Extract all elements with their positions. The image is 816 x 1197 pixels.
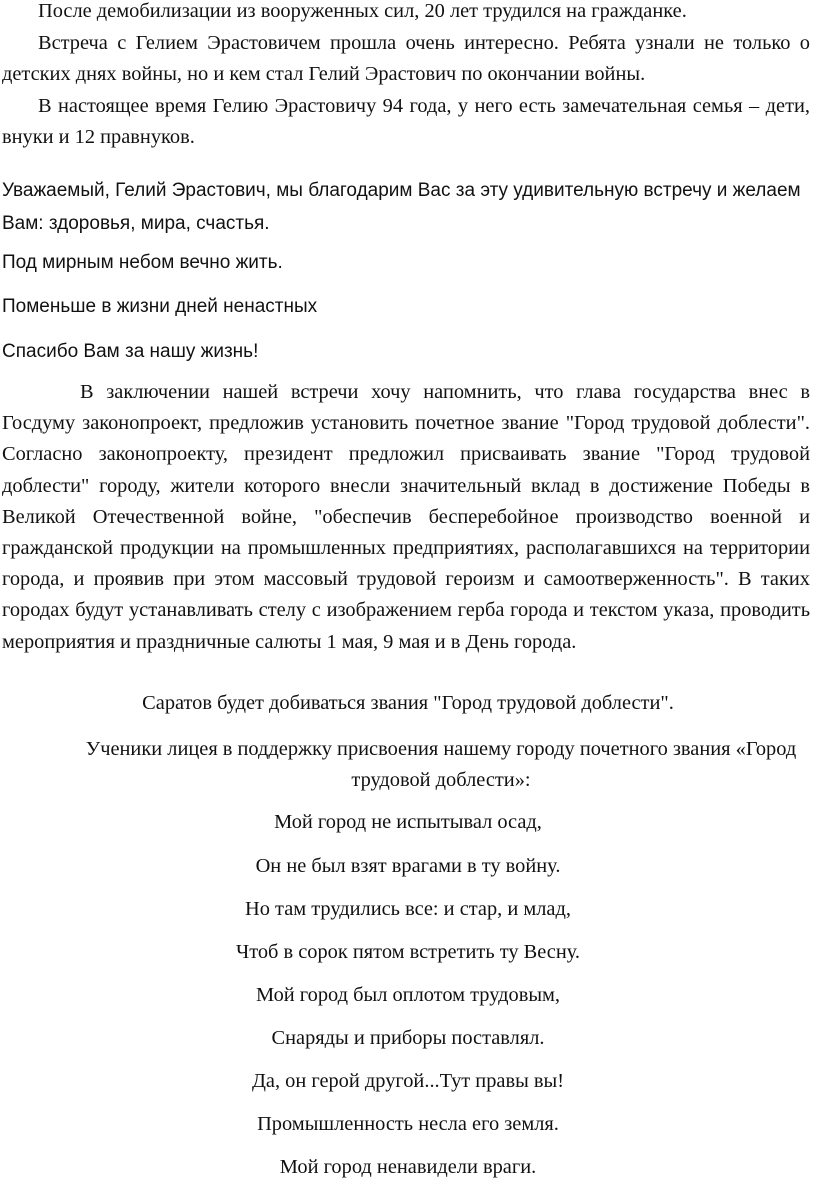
poem-line: Мой город ненавидели враги.	[279, 1156, 537, 1178]
conclusion-section	[0, 377, 816, 658]
wish-line-3: Спасибо Вам за нашу жизнь!	[2, 341, 259, 362]
poem-line: Но там трудились все: и стар, и млад,	[245, 898, 571, 920]
paragraph-meeting: Встреча с Гелием Эрастовичем прошла очень интересно. Ребята узнали не только о детских днях войны, но и кем стал Гелий Эрастович по окончании войны.	[2, 31, 810, 85]
gratitude-section	[0, 174, 816, 240]
poem-line: Мой город не испытывал осад,	[274, 811, 542, 833]
paragraph-demobilization: После демобилизации из вооруженных сил, 20 лет трудился на гражданке.	[38, 0, 687, 22]
intro-section	[0, 0, 816, 154]
poem-line: Мой город был оплотом трудовым,	[255, 984, 561, 1006]
wish-line-2: Поменьше в жизни дней ненастных	[2, 296, 318, 317]
poem-line: Он не был взят врагами в ту войну.	[255, 855, 561, 877]
poem-line: Чтоб в сорок пятом встретить ту Весну.	[235, 941, 581, 963]
wish-line-1: Под мирным небом вечно жить.	[2, 252, 283, 273]
poem-line: Снаряды и приборы поставлял.	[271, 1027, 545, 1049]
poem-line: Да, он герой другой...Тут правы вы!	[251, 1070, 564, 1092]
saratov-statement: Саратов будет добиваться звания "Город трудовой доблести".	[142, 692, 674, 714]
paragraph-conclusion: В заключении нашей встречи хочу напомнить, что глава государства внес в Госдуму законопроект, предложив установить почетное звание "Город трудовой доблести". Согласно законопроекту, президент предложил присваивать звание "Город трудовой доблести" городу, жители которого внесли значительный вклад в достижение Победы в Великой Отечественной войне, "обеспечив бесперебойное производство военной и гражданской продукции на промышленных предприятиях, располагавшихся на территории города, и проявив при этом массовый трудовой героизм и самоотверженность". В таких городах будут устанавливать стелу с изображением герба города и текстом указа, проводить мероприятия и праздничные салюты 1 мая, 9 мая и в День города.	[2, 381, 810, 653]
paragraph-thanks: Уважаемый, Гелий Эрастович, мы благодарим Вас за эту удивительную встречу и желаем Вам: здоровья, мира, счастья.	[2, 180, 801, 234]
paragraph-family: В настоящее время Гелию Эрастовичу 94 года, у него есть замечательная семья – дети, внуки и 12 правнуков.	[2, 94, 810, 148]
poem-line: Промышленность несла его земля.	[257, 1113, 559, 1135]
students-statement: Ученики лицея в поддержку присвоения нашему городу почетного звания «Город трудовой доблести»:	[85, 738, 797, 791]
